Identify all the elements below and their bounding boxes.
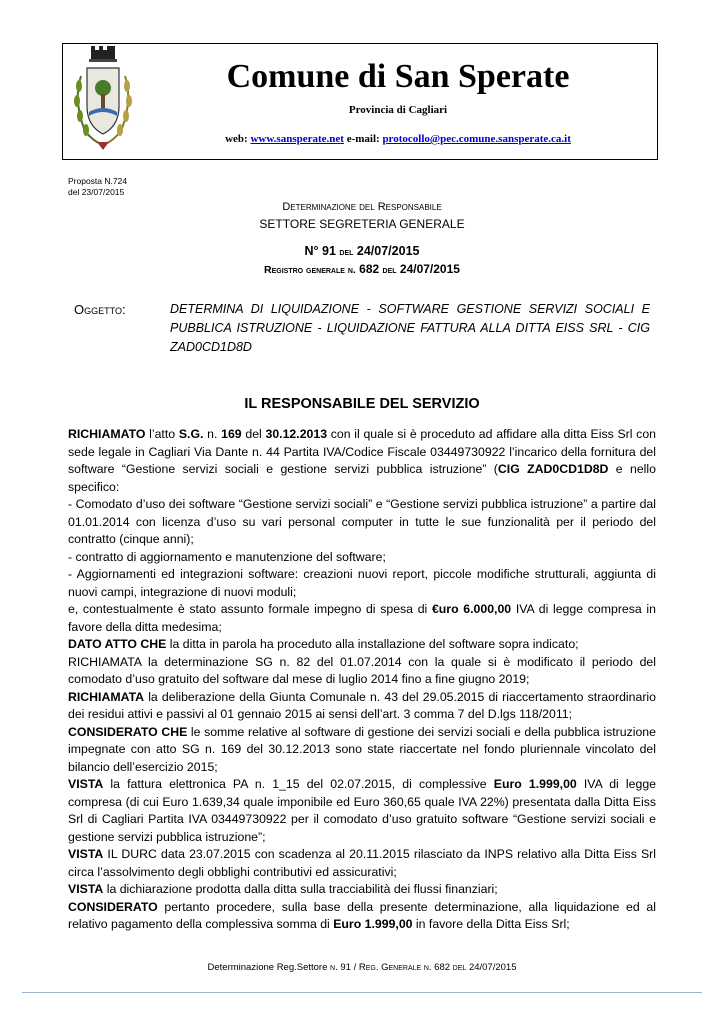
- number-date: 24/07/2015: [356, 244, 420, 258]
- body-segment: n.: [203, 427, 222, 441]
- municipality-title: Comune di San Sperate: [226, 58, 570, 95]
- body-segment: IL DURC data 23.07.2015 con scadenza al 20.11.2015 rilasciato da INPS relativo alla Ditta Eiss Srl circa l’assolvimento degli obblighi contributivi ed assicurativi;: [68, 847, 656, 879]
- web-label: web:: [225, 133, 248, 145]
- body-segment: IVA di legge compresa in favore della ditta medesima;: [68, 602, 656, 634]
- province-name: Provincia di Cagliari: [348, 104, 448, 116]
- body-paragraph: [68, 881, 656, 899]
- body-segment: IVA di legge compresa (di cui Euro 1.639,34 quale imponibile ed Euro 360,65 quale IVA 22%) presentata dalla Ditta Eiss Srl di Cagliari Partita IVA 03449730922 per il comodato d’uso gratuito software “Gestione servizi sociali e gestione servizi pubblica istruzione”;: [68, 777, 656, 844]
- body-paragraph: [68, 601, 656, 636]
- body-segment: con il quale si è proceduto ad affidare alla ditta Eiss Srl con sede legale in Cagliari Via Dante n. 44 Partita IVA/Codice Fiscale 03449730922 l’incarico della fornitura del software “Gestione servizi sociali e gestione servizi pubblica istruzione” (: [68, 427, 657, 476]
- body-segment: le somme relative al software di gestione dei servizi sociali e della pubblica istruzione impegnate con atto SG n. 169 del 30.12.2013 sono state riaccertate nel fondo pluriennale vincolato del bilancio dell’esercizio 2015;: [68, 724, 656, 774]
- footer-separator: /: [353, 962, 357, 973]
- footer-reg-label: Reg. Generale n.: [358, 962, 432, 973]
- body-paragraph: [68, 636, 656, 654]
- subject-label: Oggetto:: [74, 302, 126, 317]
- body-segment: VISTA: [68, 777, 104, 791]
- body-segment: VISTA: [68, 882, 104, 896]
- body-segment: in favore della Ditta Eiss Srl;: [412, 917, 570, 931]
- body-segment: - contratto di aggiornamento e manutenzione del software;: [68, 549, 386, 564]
- body-segment: - Comodato d’uso dei software “Gestione servizi sociali” e “Gestione servizi pubblica istruzione” a partire dal 01.01.2014 con licenza d’uso su vari personal computer in tutte le sue funzionalità per il periodo del contratto (cinque anni);: [68, 497, 656, 546]
- register-line: [0, 262, 724, 276]
- number-del: del: [339, 247, 354, 258]
- body-segment: la deliberazione della Giunta Comunale n. 43 del 29.05.2015 di riaccertamento straordinario dei residui attivi e passivi al 01 gennaio 2015 ai sensi dell’art. 3 comma 7 del D.lgs 118/2011;: [68, 689, 656, 721]
- footer-n-label: n.: [330, 962, 338, 973]
- municipal-coat-of-arms-icon: [71, 46, 135, 156]
- section-title: IL RESPONSABILE DEL SERVIZIO: [244, 396, 480, 412]
- body-paragraph: [68, 899, 656, 934]
- register-label: Registro generale n.: [264, 264, 356, 276]
- body-segment: CONSIDERATO: [68, 899, 158, 914]
- register-date: 24/07/2015: [399, 262, 460, 276]
- body-segment: RICHIAMATA: [68, 689, 145, 704]
- contacts-line: [143, 133, 653, 145]
- email-label: e-mail:: [346, 133, 380, 145]
- body-segment: RICHIAMATA la determinazione SG n. 82 del 01.07.2014 con la quale si è modificato il periodo del comodato d’uso gratuito del software dal mese di luglio 2014 fino a fine giugno 2019;: [68, 654, 656, 686]
- footer-prefix: Determinazione Reg.Settore: [207, 962, 328, 973]
- sector-name: SETTORE SEGRETERIA GENERALE: [259, 217, 465, 231]
- footer-reg-number: 682: [434, 962, 451, 973]
- page-footer: [0, 962, 724, 973]
- body-segment: e nello specifico:: [68, 462, 656, 494]
- body-segment: €uro 6.000,00: [431, 602, 512, 616]
- body-segment: - Aggiornamenti ed integrazioni software: creazioni nuovi report, piccole modifiche strutturali, aggiunta di nuovi campi, integrazione di nuovi moduli;: [68, 567, 656, 599]
- register-del: del: [382, 264, 397, 276]
- proposal-info: [68, 176, 127, 198]
- website-link[interactable]: www.sansperate.net: [250, 133, 344, 145]
- body-segment: Euro 1.999,00: [493, 777, 577, 791]
- body-segment: l’atto: [145, 427, 179, 441]
- determination-number: [0, 244, 724, 258]
- body-segment: la fattura elettronica PA n. 1_15 del 02.07.2015, di complessive: [103, 777, 494, 791]
- body-segment: Euro 1.999,00: [333, 917, 413, 931]
- body-paragraph: [68, 689, 656, 724]
- body-segment: e, contestualmente è stato assunto formale impegno di spesa di: [68, 602, 432, 616]
- body-paragraph: [68, 654, 656, 689]
- body-segment: CONSIDERATO CHE: [68, 724, 188, 739]
- number-prefix: N° 91: [304, 244, 336, 258]
- footer-rule: [22, 992, 702, 993]
- body-segment: la dichiarazione prodotta dalla ditta sulla tracciabilità dei flussi finanziari;: [103, 882, 498, 896]
- letterhead: [62, 43, 658, 160]
- body-text: [68, 426, 656, 934]
- body-segment: S.G.: [178, 427, 204, 441]
- body-segment: 169: [221, 427, 242, 441]
- body-paragraph: [68, 496, 656, 549]
- body-paragraph: [68, 776, 656, 846]
- determination-title: Determinazione del Responsabile: [282, 201, 442, 213]
- register-number: 682: [359, 262, 380, 276]
- body-segment: RICHIAMATO: [68, 427, 146, 441]
- proposal-date: del 23/07/2015: [68, 187, 125, 197]
- body-paragraph: [68, 724, 656, 777]
- body-segment: la ditta in parola ha proceduto alla installazione del software sopra indicato;: [166, 637, 579, 651]
- body-segment: VISTA: [68, 847, 104, 861]
- body-paragraph: [68, 549, 656, 567]
- body-segment: del: [241, 427, 266, 441]
- body-paragraph: [68, 846, 656, 881]
- body-segment: DATO ATTO CHE: [68, 637, 167, 651]
- body-paragraph: [68, 566, 656, 601]
- body-segment: pertanto procedere, sulla base della presente determinazione, alla liquidazione ed al relativo pagamento della complessiva somma di: [68, 899, 656, 931]
- email-link[interactable]: protocollo@pec.comune.sansperate.ca.it: [382, 133, 571, 145]
- body-paragraph: [68, 426, 656, 496]
- footer-del-label: del: [452, 962, 467, 973]
- proposal-number: Proposta N.724: [68, 176, 128, 186]
- body-segment: 30.12.2013: [265, 427, 328, 441]
- subject-text: DETERMINA DI LIQUIDAZIONE - SOFTWARE GESTIONE SERVIZI SOCIALI E PUBBLICA ISTRUZIONE - LIQUIDAZIONE FATTURA ALLA DITTA EISS SRL - CIG ZAD0CD1D8D: [170, 302, 650, 354]
- body-segment: CIG ZAD0CD1D8D: [497, 462, 609, 476]
- footer-settore-number: 91: [340, 962, 351, 973]
- footer-date: 24/07/2015: [468, 962, 517, 973]
